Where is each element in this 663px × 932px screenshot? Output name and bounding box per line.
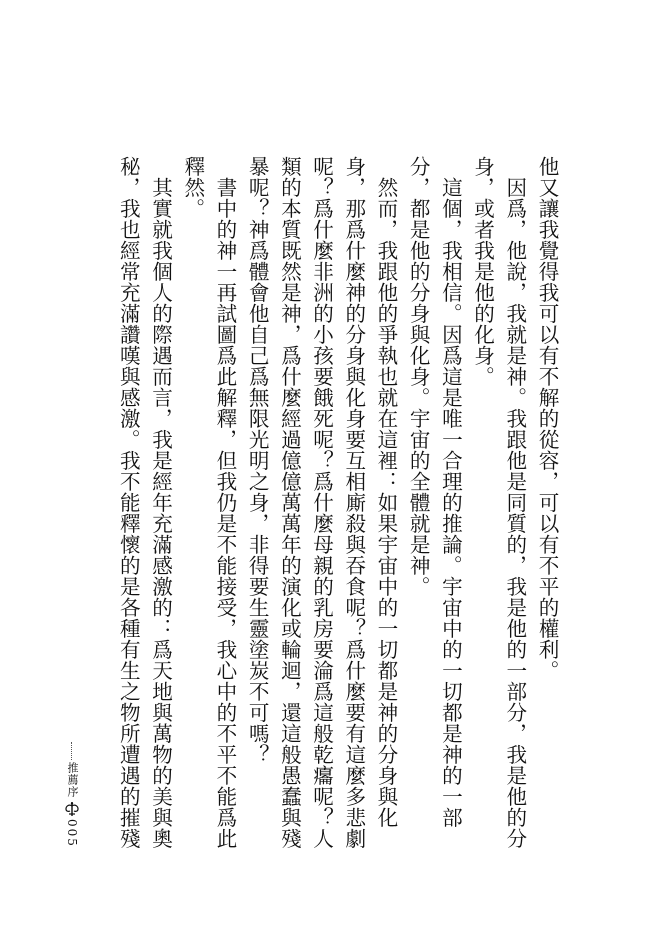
running-footer bbox=[58, 742, 86, 852]
paragraph: 這個，我相信。因爲這是唯一合理的推論。宇宙中的一切都是神的一部分，都是他的分身與化身。宇宙的全體就是神。 bbox=[406, 156, 463, 828]
page-number: 005 bbox=[65, 819, 79, 848]
paragraph: 其實就我個人的際遇而言，我是經年充滿感激的：爲天地與萬物的美與奧秘，我也經常充滿讚嘆與感激。我不能釋懷的是各種有生之物所遭遇的摧殘 bbox=[116, 156, 173, 849]
paragraph: 他又讓我覺得我可以有不解的從容，可以有不平的權利。 bbox=[535, 156, 559, 681]
footer-divider bbox=[71, 742, 73, 760]
paragraph: 書中的神一再試圖爲此解釋，但我仍是不能接受，我心中的不平不能爲此釋然。 bbox=[180, 156, 237, 849]
body-text bbox=[111, 156, 563, 868]
paragraph: 因爲，他說，我就是神。我跟他是同質的，我是他的一部分，我是他的分身，或者我是他的化身。 bbox=[470, 156, 527, 849]
paragraph: 然而，我跟他的爭執也就在這裡：如果宇宙中的一切都是神的分身與化身，那爲什麼神的分身與化身要互相廝殺與吞食呢？爲什麼要有這麼多悲劇呢？爲什麼非洲的小孩要餓死呢？爲什麼母親的乳房要淪爲這般乾癟呢？人類的本質既然是神，爲什麼經過億億萬萬年的演化或輪迴，還這般愚蠢與殘暴呢？神爲體會他自己爲無限光明之身，非得要生靈塗炭不可嗎？ bbox=[245, 156, 398, 849]
section-title: 推薦序 bbox=[66, 762, 79, 798]
fleuron-icon bbox=[64, 801, 80, 817]
